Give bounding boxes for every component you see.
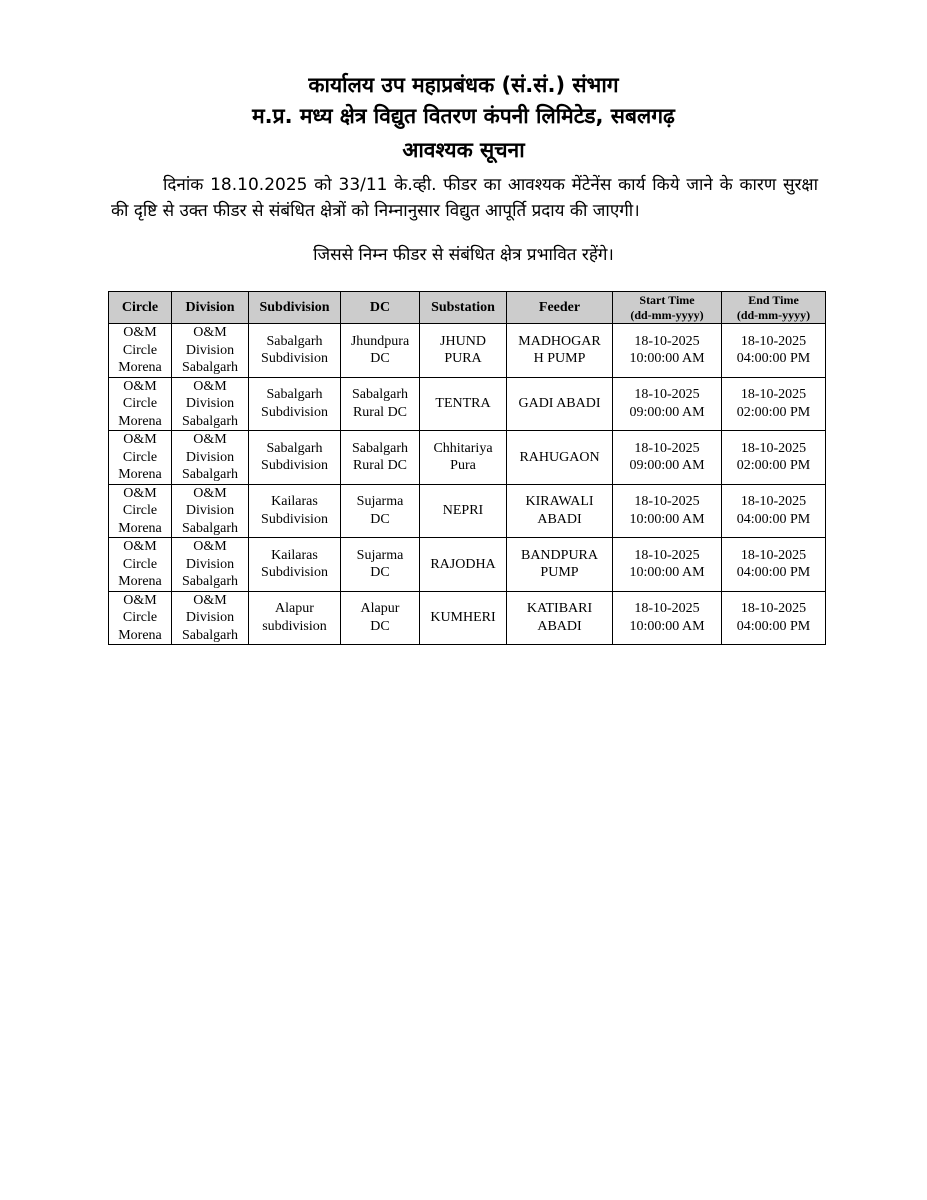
cell-circle-line: O&M — [123, 485, 157, 501]
cell-dc-line: Rural DC — [352, 404, 408, 420]
cell-start-line: 10:00:00 AM — [629, 565, 705, 581]
cell-end — [722, 377, 826, 431]
cell-dc-line: DC — [370, 565, 390, 581]
cell-circle — [109, 431, 172, 485]
cell-end — [722, 484, 826, 538]
cell-subdivision — [249, 538, 341, 592]
cell-start — [613, 538, 722, 592]
cell-feeder-line: ABADI — [537, 618, 582, 634]
cell-subdivision — [249, 431, 341, 485]
cell-subdivision — [249, 377, 341, 431]
cell-subdivision-line: Kailaras — [271, 547, 318, 563]
cell-dc — [341, 324, 420, 378]
cell-subdivision-line: Subdivision — [261, 565, 328, 581]
cell-circle-line: O&M — [123, 539, 157, 554]
cell-feeder-line: KATIBARI — [526, 601, 593, 617]
cell-feeder-line: H PUMP — [533, 351, 586, 367]
cell-dc-line: Rural DC — [352, 458, 408, 474]
cell-division-line: O&M — [193, 539, 227, 554]
cell-substation — [420, 591, 507, 645]
cell-subdivision — [249, 484, 341, 538]
cell-circle-line: O&M — [123, 325, 157, 340]
cell-division-line: Sabalgarh — [182, 360, 238, 375]
header-start-time-label: Start Time — [639, 293, 695, 307]
cell-division-line: Division — [185, 503, 235, 518]
cell-start-line: 18-10-2025 — [634, 333, 700, 349]
cell-end-line: 18-10-2025 — [740, 440, 807, 456]
cell-dc-line: Jhundpura — [350, 333, 410, 349]
cell-substation-line: NEPRI — [442, 503, 484, 518]
cell-feeder-line: GADI ABADI — [518, 396, 601, 411]
cell-start-line: 09:00:00 AM — [629, 458, 705, 474]
cell-dc-line: Sabalgarh — [352, 387, 408, 403]
cell-feeder-line: MADHOGAR — [518, 333, 601, 349]
cell-start-line: 18-10-2025 — [634, 387, 700, 403]
cell-end-line: 02:00:00 PM — [736, 404, 811, 420]
cell-substation — [420, 324, 507, 378]
cell-feeder — [507, 431, 613, 485]
header-substation: Substation — [420, 292, 507, 324]
header-subdivision: Subdivision — [249, 292, 341, 324]
cell-division — [172, 324, 249, 378]
table-body — [109, 324, 826, 645]
cell-division-line: Division — [185, 342, 235, 358]
cell-division-line: Division — [185, 449, 235, 465]
cell-dc — [341, 484, 420, 538]
cell-circle-line: O&M — [123, 592, 157, 608]
header-circle: Circle — [109, 292, 172, 324]
cell-circle-line: Morena — [118, 413, 162, 429]
header-start-time — [613, 292, 722, 324]
cell-feeder — [507, 591, 613, 645]
table-row — [109, 484, 826, 538]
cell-division-line: O&M — [193, 432, 227, 447]
cell-circle-line: O&M — [123, 432, 157, 447]
cell-circle-line: O&M — [123, 378, 157, 394]
cell-feeder-line: PUMP — [540, 565, 579, 581]
table-row — [109, 324, 826, 378]
cell-subdivision-line: Alapur — [275, 601, 314, 617]
cell-circle — [109, 538, 172, 592]
table-row — [109, 591, 826, 645]
header-dc: DC — [341, 292, 420, 324]
header-end-time — [722, 292, 826, 324]
cell-substation-line: JHUND — [440, 333, 486, 349]
cell-substation — [420, 431, 507, 485]
cell-feeder-line: ABADI — [537, 511, 582, 527]
notice-heading: आवश्यक सूचना — [402, 138, 525, 162]
cell-start-line: 10:00:00 AM — [629, 351, 705, 367]
cell-dc — [341, 538, 420, 592]
cell-start — [613, 431, 722, 485]
cell-start-line: 18-10-2025 — [634, 440, 700, 456]
cell-subdivision-line: Subdivision — [261, 458, 328, 474]
table-header-row — [109, 292, 826, 324]
cell-circle-line: Circle — [122, 503, 158, 518]
cell-end-line: 02:00:00 PM — [736, 458, 811, 474]
cell-start — [613, 484, 722, 538]
cell-circle-line: Circle — [122, 342, 158, 358]
cell-circle-line: Morena — [118, 467, 162, 482]
header-end-time-label: End Time — [748, 293, 799, 307]
cell-dc-line: Sujarma — [356, 547, 404, 563]
cell-circle-line: Morena — [118, 627, 162, 643]
cell-start-line: 09:00:00 AM — [629, 404, 705, 420]
cell-dc-line: Alapur — [360, 601, 400, 617]
cell-dc-line: DC — [370, 351, 390, 367]
notice-paragraph: दिनांक 18.10.2025 को 33/11 के.व्ही. फीडर का आवश्यक मेंटेनेंस कार्य किये जाने के कारण सुरक्षा की दृष्टि से उक्त फीडर से संबंधित क्षेत्रों को निम्नानुसार विद्युत आपूर्ति प्रदाय की जाएगी। — [111, 175, 818, 221]
cell-substation-line: PURA — [444, 351, 482, 367]
cell-start-line: 10:00:00 AM — [629, 618, 705, 634]
cell-division-line: Sabalgarh — [182, 467, 238, 482]
cell-dc-line: DC — [370, 618, 390, 634]
cell-feeder — [507, 377, 613, 431]
cell-subdivision-line: Sabalgarh — [266, 333, 323, 349]
cell-division-line: O&M — [193, 325, 227, 340]
office-title: कार्यालय उप महाप्रबंधक (सं.सं.) संभाग — [308, 73, 619, 97]
cell-substation-line: Chhitariya — [433, 440, 493, 456]
cell-subdivision-line: Subdivision — [261, 404, 328, 420]
header-feeder: Feeder — [507, 292, 613, 324]
cell-division — [172, 538, 249, 592]
cell-feeder — [507, 324, 613, 378]
cell-end-line: 04:00:00 PM — [736, 511, 811, 527]
cell-end-line: 18-10-2025 — [740, 601, 807, 617]
cell-subdivision-line: Sabalgarh — [266, 440, 323, 456]
cell-end — [722, 591, 826, 645]
cell-circle-line: Morena — [118, 360, 162, 375]
cell-division-line: Sabalgarh — [182, 627, 238, 643]
cell-end-line: 18-10-2025 — [740, 494, 807, 510]
cell-division-line: Division — [185, 556, 235, 572]
cell-division-line: Sabalgarh — [182, 574, 238, 589]
cell-circle — [109, 591, 172, 645]
cell-subdivision — [249, 324, 341, 378]
cell-dc-line: DC — [370, 511, 390, 527]
cell-division — [172, 377, 249, 431]
cell-dc-line: Sujarma — [356, 494, 404, 510]
cell-division-line: Sabalgarh — [182, 520, 238, 536]
cell-circle — [109, 377, 172, 431]
cell-substation — [420, 377, 507, 431]
feeder-shutdown-table — [108, 291, 826, 645]
cell-circle — [109, 484, 172, 538]
cell-end-line: 04:00:00 PM — [736, 618, 811, 634]
table-row — [109, 377, 826, 431]
cell-start — [613, 591, 722, 645]
cell-start — [613, 377, 722, 431]
cell-division-line: O&M — [193, 592, 227, 608]
cell-dc — [341, 377, 420, 431]
cell-end-line: 18-10-2025 — [740, 387, 807, 403]
cell-division — [172, 431, 249, 485]
cell-subdivision-line: Sabalgarh — [266, 387, 323, 403]
cell-end — [722, 538, 826, 592]
cell-circle-line: Circle — [122, 610, 158, 625]
cell-division — [172, 484, 249, 538]
cell-end-line: 04:00:00 PM — [736, 351, 811, 367]
cell-substation-line: Pura — [450, 458, 476, 474]
cell-end-line: 04:00:00 PM — [736, 565, 811, 581]
cell-end-line: 18-10-2025 — [740, 547, 807, 563]
cell-subdivision-line: Subdivision — [261, 351, 328, 367]
cell-feeder-line: RAHUGAON — [519, 449, 600, 465]
cell-start-line: 18-10-2025 — [634, 547, 700, 563]
cell-end — [722, 431, 826, 485]
cell-dc — [341, 591, 420, 645]
notice-subline: जिससे निम्न फीडर से संबंधित क्षेत्र प्रभावित रहेंगे। — [313, 245, 614, 265]
cell-dc-line: Sabalgarh — [352, 440, 408, 456]
cell-division-line: O&M — [193, 485, 227, 501]
cell-subdivision-line: subdivision — [262, 618, 327, 634]
cell-feeder-line: BANDPURA — [520, 547, 598, 563]
cell-substation — [420, 484, 507, 538]
cell-start-line: 10:00:00 AM — [629, 511, 705, 527]
table-row — [109, 538, 826, 592]
header-division: Division — [172, 292, 249, 324]
cell-start-line: 18-10-2025 — [634, 601, 700, 617]
cell-circle-line: Morena — [118, 574, 162, 589]
cell-subdivision-line: Subdivision — [261, 511, 328, 527]
cell-division-line: Sabalgarh — [182, 413, 238, 429]
cell-feeder — [507, 484, 613, 538]
cell-substation-line: TENTRA — [435, 396, 491, 411]
cell-circle — [109, 324, 172, 378]
cell-division — [172, 591, 249, 645]
cell-feeder-line: KIRAWALI — [525, 494, 594, 510]
cell-circle-line: Circle — [122, 396, 158, 411]
cell-circle-line: Circle — [122, 556, 158, 572]
cell-substation-line: KUMHERI — [430, 610, 496, 625]
cell-circle-line: Circle — [122, 449, 158, 465]
cell-subdivision-line: Kailaras — [271, 494, 318, 510]
cell-dc — [341, 431, 420, 485]
header-end-time-format: (dd-mm-yyyy) — [736, 307, 811, 322]
company-title: म.प्र. मध्य क्षेत्र विद्युत वितरण कंपनी लिमिटेड, सबलगढ़ — [252, 104, 675, 128]
cell-substation-line: RAJODHA — [430, 556, 496, 572]
cell-feeder — [507, 538, 613, 592]
header-start-time-format: (dd-mm-yyyy) — [630, 307, 704, 322]
table-row — [109, 431, 826, 485]
cell-subdivision — [249, 591, 341, 645]
cell-start-line: 18-10-2025 — [634, 494, 700, 510]
cell-division-line: O&M — [193, 378, 227, 394]
cell-division-line: Division — [185, 610, 235, 625]
cell-circle-line: Morena — [118, 520, 162, 536]
cell-substation — [420, 538, 507, 592]
cell-division-line: Division — [185, 396, 235, 411]
cell-start — [613, 324, 722, 378]
cell-end-line: 18-10-2025 — [740, 333, 807, 349]
cell-end — [722, 324, 826, 378]
